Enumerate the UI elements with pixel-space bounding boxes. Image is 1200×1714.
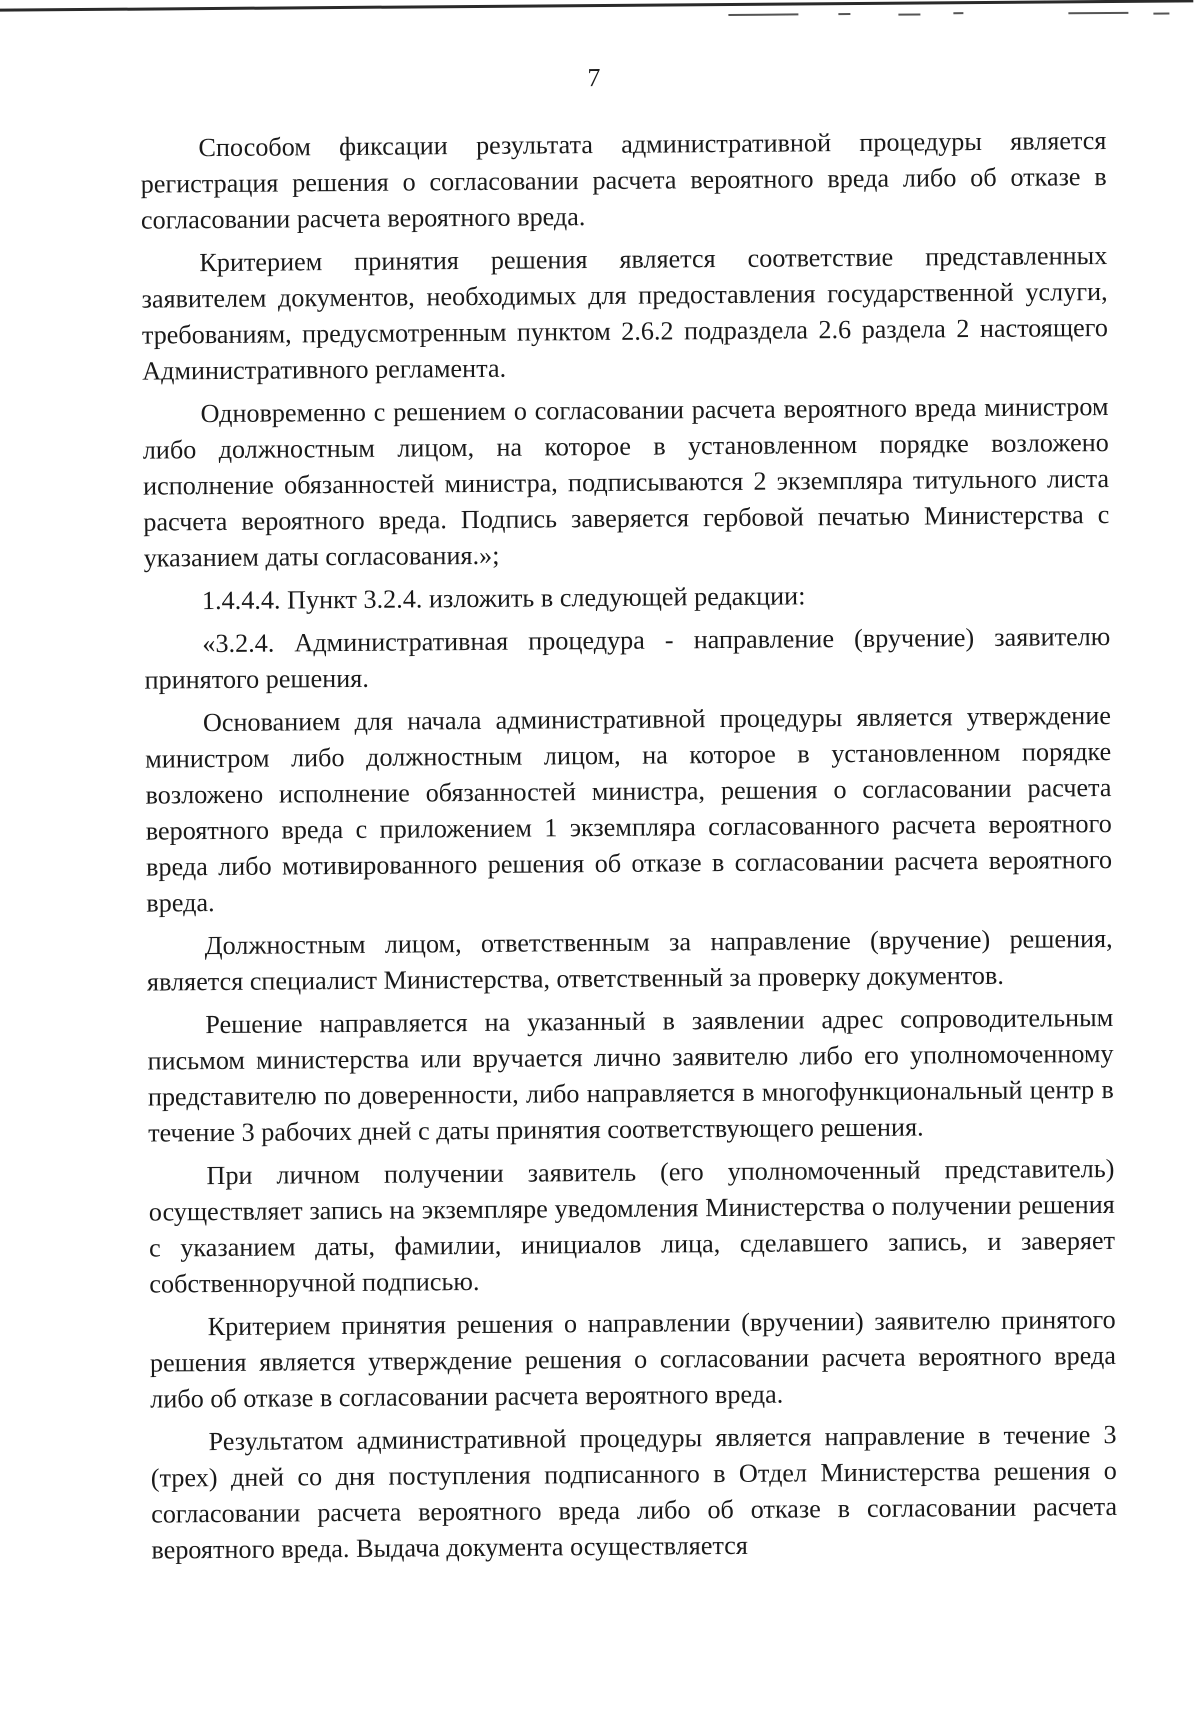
paragraph: Результатом административной процедуры является направление в течение 3 (трех) дней со дня поступления подписанного в Отдел Министерства решения о согласовании расчета вероятного вреда либо об отказе в согласовании расчета вероятного вреда. Выдача документа осуществляется xyxy=(150,1419,1118,1565)
scan-artifact xyxy=(728,13,798,16)
page-number: 7 xyxy=(587,62,601,93)
document-body xyxy=(140,123,1117,1576)
scan-artifact xyxy=(1153,13,1169,15)
paragraph: Критерием принятия решения является соответствие представленных заявителем документов, необходимых для предоставления государственной услуги, требованиям, предусмотренным пунктом 2.6.2 подраздела 2.6 раздела 2 настоящего Административного регламента. xyxy=(141,240,1108,386)
scan-artifact xyxy=(953,12,963,14)
scan-artifact xyxy=(898,13,920,15)
paragraph: «3.2.4. Административная процедура - направление (вручение) заявителю принятого решения. xyxy=(144,621,1111,695)
paragraph: Основанием для начала административной процедуры является утверждение министром либо должностным лицом, на которое в установленном порядке возложено исполнение обязанностей министра, решения о согласовании расчета вероятного вреда с приложением 1 экземпляра согласованного расчета вероятного вреда либо мотивированного решения об отказе в согласовании расчета вероятного вреда. xyxy=(145,700,1113,918)
scan-artifact xyxy=(838,13,850,15)
paragraph: Одновременно с решением о согласовании расчета вероятного вреда министром либо должностным лицом, на которое в установленном порядке возложено исполнение обязанностей министра, подписываются 2 экземпляра титульного листа расчета вероятного вреда. Подпись заверяется гербовой печатью Министерства с указанием даты согласования.»; xyxy=(142,391,1110,573)
scan-artifact xyxy=(1068,12,1128,14)
paragraph: 1.4.4.4. Пункт 3.2.4. изложить в следующей редакции: xyxy=(201,581,806,616)
paragraph: При личном получении заявитель (его уполномоченный представитель) осуществляет запись на экземпляре уведомления Министерства о получении решения с указанием даты, фамилии, инициалов лица, сделавшего запись, и заверяет собственноручной подписью. xyxy=(148,1153,1116,1299)
top-border-line xyxy=(0,0,1193,12)
paragraph: Должностным лицом, ответственным за направление (вручение) решения, является специалист Министерства, ответственный за проверку документов. xyxy=(146,923,1113,997)
paragraph: Критерием принятия решения о направлении (вручении) заявителю принятого решения является утверждение решения о согласовании расчета вероятного вреда либо об отказе в согласовании расчета вероятного вреда. xyxy=(149,1304,1117,1414)
paragraph: Способом фиксации результата административной процедуры является регистрация решения о согласовании расчета вероятного вреда либо об отказе в согласовании расчета вероятного вреда. xyxy=(140,126,1107,235)
paragraph: Решение направляется на указанный в заявлении адрес сопроводительным письмом министерства или вручается лично заявителю либо его уполномоченному представителю по доверенности, либо направляется в многофункциональный центр в течение 3 рабочих дней с даты принятия соответствующего решения. xyxy=(147,1002,1114,1148)
